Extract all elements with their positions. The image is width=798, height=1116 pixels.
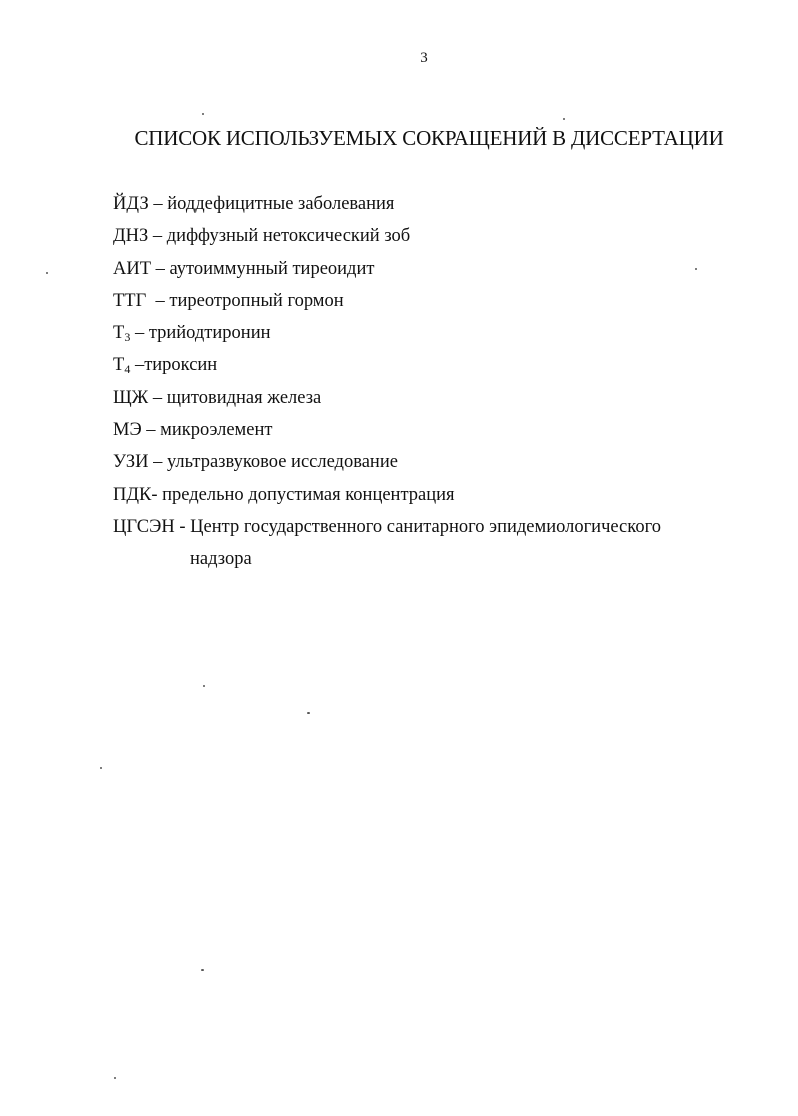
scan-speck	[563, 118, 565, 120]
abbreviation-separator: –	[148, 452, 167, 473]
abbreviation-term: ПДК	[113, 484, 152, 505]
abbreviation-subscript: 3	[124, 330, 131, 345]
abbreviation-separator: –	[146, 290, 170, 311]
abbreviation-separator: -	[151, 484, 163, 505]
page-title: СПИСОК ИСПОЛЬЗУЕМЫХ СОКРАЩЕНИЙ В ДИССЕРТАЦИИ	[134, 126, 724, 150]
abbreviation-separator: –	[148, 387, 167, 408]
abbreviation-separator: –	[130, 323, 149, 344]
abbreviation-definition: Центр государственного санитарного эпидемиологического	[190, 516, 661, 537]
list-item	[113, 353, 753, 385]
scan-speck	[307, 712, 310, 714]
list-item	[113, 224, 753, 256]
scan-speck	[201, 969, 204, 971]
abbreviation-definition: тиреотропный гормон	[169, 290, 344, 311]
scan-speck	[100, 767, 102, 769]
scan-speck	[46, 272, 48, 274]
abbreviation-separator: –	[148, 194, 168, 214]
page-number: 3	[420, 50, 428, 66]
abbreviation-term: МЭ	[113, 420, 142, 441]
list-item	[113, 321, 753, 353]
abbreviation-separator: –	[130, 355, 145, 376]
abbreviation-term: ДНЗ	[113, 226, 149, 247]
abbreviation-term: ЦГСЭН	[113, 516, 175, 537]
abbreviation-term: УЗИ	[113, 452, 149, 473]
abbreviation-definition: тироксин	[144, 355, 218, 376]
abbreviation-definition: микроэлемент	[160, 420, 273, 441]
abbreviation-definition: трийодтиронин	[148, 323, 271, 344]
abbreviation-definition: диффузный нетоксический зоб	[166, 226, 411, 247]
abbreviation-term: Т	[113, 355, 125, 376]
abbreviation-definition: аутоиммунный тиреоидит	[169, 258, 375, 279]
scan-speck	[695, 268, 697, 270]
list-item	[113, 386, 753, 418]
abbreviation-definition: йоддефицитные заболевания	[167, 194, 395, 214]
list-item	[113, 289, 753, 321]
abbreviation-definition: щитовидная железа	[166, 387, 322, 408]
abbreviation-subscript: 4	[124, 362, 131, 377]
abbreviation-separator: -	[174, 516, 191, 537]
scan-speck	[114, 1077, 116, 1079]
abbreviation-term: ТТГ	[113, 290, 147, 311]
abbreviation-separator: –	[151, 258, 170, 279]
list-item	[113, 418, 753, 450]
list-item	[113, 515, 753, 547]
abbreviation-term: ЩЖ	[113, 387, 149, 408]
scan-speck	[202, 113, 204, 115]
abbreviation-term: ЙДЗ	[113, 194, 149, 214]
abbreviation-term: Т	[113, 323, 125, 344]
list-item	[113, 192, 753, 224]
abbreviation-separator: –	[148, 226, 167, 247]
abbreviation-definition: ультразвуковое исследование	[166, 452, 398, 473]
list-item-continuation	[113, 547, 753, 579]
list-item	[113, 483, 753, 515]
abbreviation-list	[113, 192, 753, 580]
abbreviation-separator: –	[141, 420, 161, 441]
scan-speck	[203, 685, 205, 687]
abbreviation-definition: предельно допустимая концентрация	[162, 484, 455, 505]
abbreviation-term: АИТ	[113, 258, 152, 279]
list-item	[113, 450, 753, 482]
list-item	[113, 257, 753, 289]
abbreviation-definition-continuation: надзора	[190, 549, 252, 570]
